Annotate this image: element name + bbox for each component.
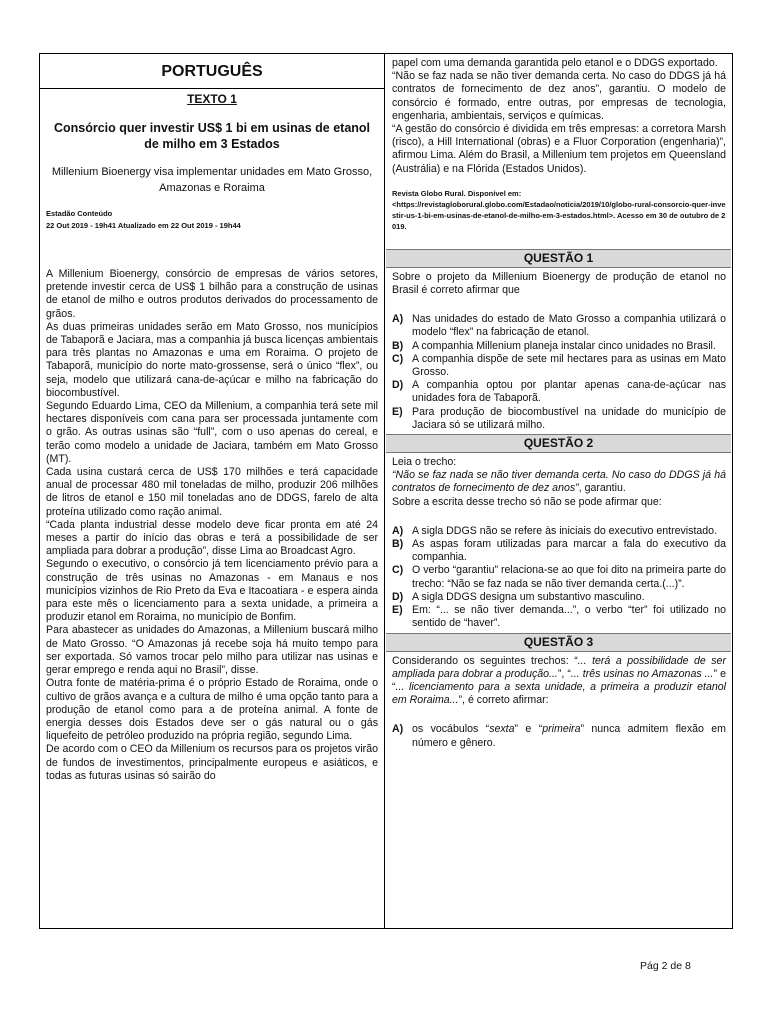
column-divider [384, 53, 385, 929]
quote-fragment: ... licenciamento para a sexta unidade, a primeira a produzir etanol em Roraima... [392, 680, 726, 707]
option-letter: C) [392, 352, 404, 365]
source-citation [392, 188, 726, 232]
option-text: A companhia dispõe de sete mil hectares para as usinas em Mato Grosso. [412, 352, 726, 379]
option-letter: E) [392, 604, 403, 617]
option-b[interactable] [392, 340, 726, 353]
paragraph: De acordo com o CEO da Millenium os recursos para os projetos virão de fundos de investimentos, principalmente europeus e asiáticos, e todas as futuras usinas só sairão do [46, 743, 378, 782]
subject-title: PORTUGUÊS [161, 63, 263, 80]
option-d[interactable] [392, 591, 726, 604]
paragraph: A Millenium Bioenergy, consórcio de empresas de vários setores, pretende investir cerca de US$ 1 bilhão para a construção de usinas de etanol de milho e outros produtos derivados do processamento de grãos. [46, 268, 378, 320]
option-text: Nas unidades do estado de Mato Grosso a companhia utilizará o modelo “flex” na fabricação de etanol. [412, 313, 726, 339]
quote-text: “Não se faz nada se não tiver demanda certa. No caso do DDGS já há contratos de fornecimento de dez anos” [392, 469, 726, 495]
source-line: Revista Globo Rural. Disponível em: [392, 188, 522, 198]
option-letter: C) [392, 564, 404, 577]
stem-text: ” e “ [392, 667, 726, 693]
article-body-right [392, 57, 726, 176]
texto-label: TEXTO 1 [187, 92, 237, 106]
paragraph: Cada usina custará cerca de US$ 170 milhões e terá capacidade anual de processar 480 mil toneladas de milho, produzir 206 milhões de litros de etanol e 150 mil toneladas ano de DDGS, farelo de alta proteína utilizado como ração animal. [46, 466, 378, 518]
question-3-stem [392, 655, 726, 708]
text-part: primeira [542, 723, 581, 736]
text-part: os vocábulos “ [412, 723, 490, 736]
option-text [412, 723, 726, 749]
option-text: Para produção de biocombustível na unidade do município de Jaciara só se utilizará milho. [412, 405, 726, 431]
quote-fragment: ... três usinas no Amazonas ... [570, 667, 714, 680]
option-d[interactable] [392, 379, 726, 405]
left-column [46, 60, 378, 783]
article-lead: Millenium Bioenergy visa implementar unidades em Mato Grosso, Amazonas e Roraima [51, 166, 373, 194]
question-1-stem: Sobre o projeto da Millenium Bioenergy de produção de etanol no Brasil é correto afirmar que [392, 270, 726, 297]
option-b[interactable] [392, 538, 726, 564]
question-2-prompt: Sobre a escrita desse trecho só não se pode afirmar que: [392, 495, 662, 508]
question-1-options [392, 313, 726, 432]
option-e[interactable] [392, 406, 726, 432]
paragraph: Para abastecer as unidades do Amazonas, a Millenium buscará milho de Mato Grosso. “O Amazonas já recebe soja há muito tempo para ser exportada. Só vamos trocar pelo milho para utilizar nas usinas e gerar emprego e renda aqui no Brasil”, disse. [46, 624, 378, 677]
paragraph: Outra fonte de matéria-prima é o próprio Estado de Roraima, onde o cultivo de grãos avança e a cultura de milho é uma opção tanto para a produção de etanol como para a de proteína animal. A fonte de energia desses dois Estados deve ser o gás natural ou o gás liquefeito de petróleo produzido na própria região, segundo Lima. [46, 677, 378, 743]
question-2-quote [392, 469, 726, 495]
meta-dates: 22 Out 2019 - 19h41 Atualizado em 22 Out 2019 - 19h44 [46, 221, 241, 230]
paragraph: papel com uma demanda garantida pelo etanol e o DDGS exportado. [392, 57, 718, 69]
text-part: ” nunca admitem flexão em número e gênero. [412, 723, 726, 749]
option-letter: A) [392, 313, 404, 326]
option-c[interactable] [392, 564, 726, 590]
option-letter: B) [392, 339, 404, 352]
option-text: A companhia optou por plantar apenas cana-de-açúcar nas unidades fora de Tabaporã. [412, 379, 726, 405]
question-2-stem [392, 456, 726, 509]
paragraph: As duas primeiras unidades serão em Mato Grosso, nos municípios de Tabaporã e Jaciara, mas a companhia já busca licenças ambientais para três plantas no Amazonas e uma em Roraima. O projeto de Tabaporã, município do norte mato-grossense, será o único “flex”, ou seja, modelo que utilizará cana-de-açúcar e milho na fabricação do biocombustível. [46, 320, 378, 399]
paragraph: “Não se faz nada se não tiver demanda certa. No caso do DDGS já há contratos de fornecimento de dez anos”, garantiu. O modelo de consórcio é formado, entre outras, por empresas de tecnologia, engenharia, ambientais, serviços e químicas. [392, 70, 726, 122]
article-meta [46, 208, 378, 232]
paragraph: Segundo o executivo, o consórcio já tem licenciamento prévio para a construção de três usinas no Amazonas - em Manaus e nos municípios vizinhos de Rio Preto da Eva e Itacoatiara - e espera ainda para este mês o licenciamento para a sexta unidade, a primeira a produzir etanol em Roraima, no município de Bonfim. [46, 558, 378, 624]
meta-agency: Estadão Conteúdo [46, 209, 113, 218]
text-part: sexta [489, 723, 515, 736]
option-text: A sigla DDGS designa um substantivo masculino. [412, 590, 645, 603]
question-2-options [392, 525, 726, 631]
option-a[interactable] [392, 525, 726, 538]
article-body-left [46, 268, 378, 783]
option-a[interactable] [392, 723, 726, 749]
page-number: Pág 2 de 8 [640, 960, 691, 972]
option-text: As aspas foram utilizadas para marcar a fala do executivo da companhia. [412, 538, 726, 564]
option-letter: D) [392, 379, 404, 392]
stem-text: ”, “ [557, 667, 571, 680]
article-headline: Consórcio quer investir US$ 1 bi em usinas de etanol de milho em 3 Estados [53, 121, 371, 151]
stem-text: Considerando os seguintes trechos: “ [392, 654, 578, 667]
right-column [392, 57, 726, 750]
option-a[interactable] [392, 313, 726, 339]
question-2-header: QUESTÃO 2 [386, 434, 731, 453]
question-1-header: QUESTÃO 1 [386, 249, 731, 268]
option-text: O verbo “garantiu” relaciona-se ao que foi dito na primeira parte do trecho: “Não se faz nada se não tiver demanda certa.(...)”. [412, 564, 726, 590]
option-letter: E) [392, 405, 403, 418]
option-text: A companhia Millenium planeja instalar cinco unidades no Brasil. [412, 339, 716, 352]
stem-text: ”, é correto afirmar: [458, 694, 549, 707]
option-letter: A) [392, 524, 404, 537]
option-text: A sigla DDGS não se refere às iniciais do executivo entrevistado. [412, 524, 718, 537]
paragraph: “Cada planta industrial desse modelo deve ficar pronta em até 24 meses a partir do início das obras e terá a possibilidade de ser ampliada para dobrar a produção”, disse Lima ao Broadcast Agro. [46, 518, 378, 558]
text-part: ” e “ [514, 723, 543, 736]
option-text: Em: “... se não tiver demanda...”, o verbo “ter” foi utilizado no sentido de “haver”. [412, 604, 726, 630]
option-letter: B) [392, 538, 404, 551]
quote-tail: , garantiu. [578, 482, 626, 495]
option-letter: A) [392, 723, 404, 736]
question-2-intro: Leia o trecho: [392, 456, 457, 469]
option-e[interactable] [392, 604, 726, 630]
option-letter: D) [392, 590, 404, 603]
source-url: <https://revistagloborural.globo.com/Estadao/noticia/2019/10/globo-rural-consorcio-quer-investir-us-1-bi-em-usinas-de-etanol-de-milho-em-3-estados.html>. Acesso em 30 de outubro de 2019. [392, 199, 726, 231]
paragraph: “A gestão do consórcio é dividida em três empresas: a corretora Marsh (risco), a Hill International (obras) e a Fluor Corporation (engenharia)”, afirmou Lima. Além do Brasil, a Millenium tem projetos em Queensland (Austrália) e na Flórida (Estados Unidos). [392, 123, 726, 175]
option-c[interactable] [392, 353, 726, 379]
question-3-header: QUESTÃO 3 [386, 633, 731, 652]
question-3-options [392, 723, 726, 749]
quote-fragment: ... terá a possibilidade de ser ampliada para dobrar a produção... [392, 654, 726, 680]
paragraph: Segundo Eduardo Lima, CEO da Millenium, a companhia terá sete mil hectares disponíveis com cana para ser processada juntamente com o grão. As outras usinas são “full”, com o uso apenas do cereal, e terão como modelo a unidade de Jaciara, também em Mato Grosso (MT). [46, 400, 378, 465]
